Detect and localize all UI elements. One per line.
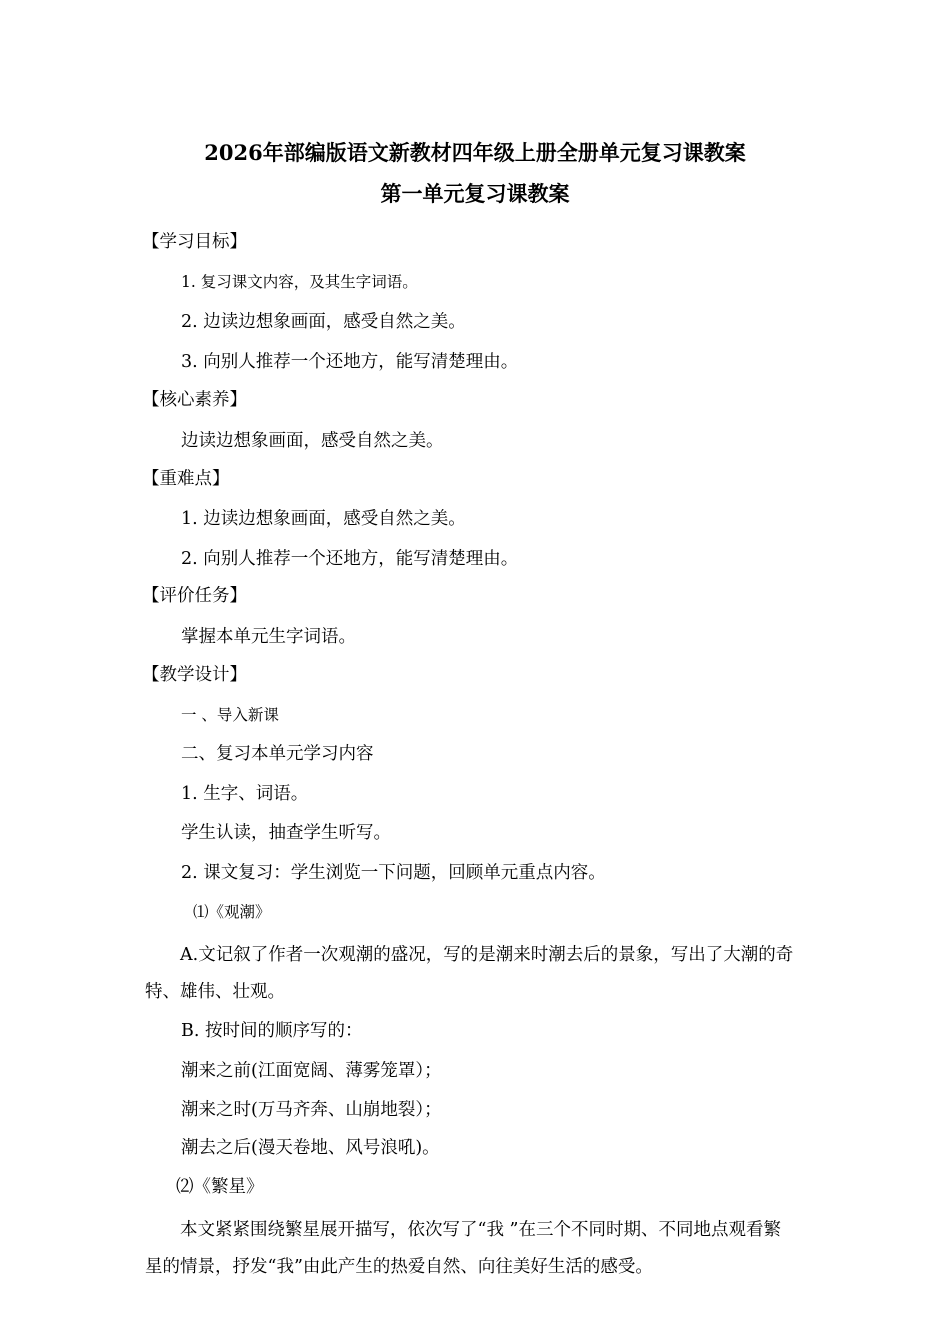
objective-item: 2. 边读边想象画面，感受自然之美。	[181, 312, 466, 332]
section-heading-literacy: 【核心素养】	[142, 390, 247, 410]
key-point-item: 1. 边读边想象画面，感受自然之美。	[181, 509, 466, 529]
lesson-title-fanxing: ⑵《繁星》	[176, 1177, 264, 1197]
objective-item: 3. 向别人推荐一个还地方，能写清楚理由。	[181, 352, 519, 372]
design-line: 学生认读，抽查学生听写。	[181, 823, 391, 843]
lesson-title-guanchao: ⑴《观潮》	[193, 903, 271, 921]
design-line-b: 潮来之前(江面宽阔、薄雾笼罩）；	[181, 1061, 442, 1081]
design-line: 一 、导入新课	[181, 706, 279, 724]
document-title: 2026年部编版语文新教材四年级上册全册单元复习课教案	[204, 140, 746, 165]
evaluation-text: 掌握本单元生字词语。	[181, 627, 356, 647]
section-heading-design: 【教学设计】	[142, 665, 247, 685]
design-line: 二、复习本单元学习内容	[181, 744, 374, 764]
literacy-text: 边读边想象画面，感受自然之美。	[181, 431, 444, 451]
objective-item: 1. 复习课文内容，及其生字词语。	[181, 273, 418, 291]
paragraph-a: A.文记叙了作者一次观潮的盛况，写的是潮来时潮去后的景象，写出了大潮的奇特、雄伟、壮观。	[145, 945, 794, 1002]
design-line-b: 潮去之后(漫天卷地、风号浪吼)。	[181, 1138, 440, 1158]
design-line: 1. 生字、词语。	[181, 784, 309, 804]
design-line: 2. 课文复习：学生浏览一下问题，回顾单元重点内容。	[181, 863, 606, 883]
design-line-b: 潮来之时(万马齐奔、山崩地裂）；	[181, 1100, 442, 1120]
document-subtitle: 第一单元复习课教案	[380, 181, 570, 206]
section-heading-objectives: 【学习目标】	[142, 232, 247, 252]
design-line-b: B. 按时间的顺序写的：	[181, 1021, 363, 1041]
section-heading-key-points: 【重难点】	[142, 469, 230, 489]
paragraph-fanxing: 本文紧紧围绕繁星展开描写，依次写了“我 ”在三个不同时期、不同地点观看繁星的情景，抒发“我”由此产生的热爱自然、向往美好生活的感受。	[145, 1220, 781, 1277]
section-heading-evaluation: 【评价任务】	[142, 586, 247, 606]
key-point-item: 2. 向别人推荐一个还地方，能写清楚理由。	[181, 549, 519, 569]
